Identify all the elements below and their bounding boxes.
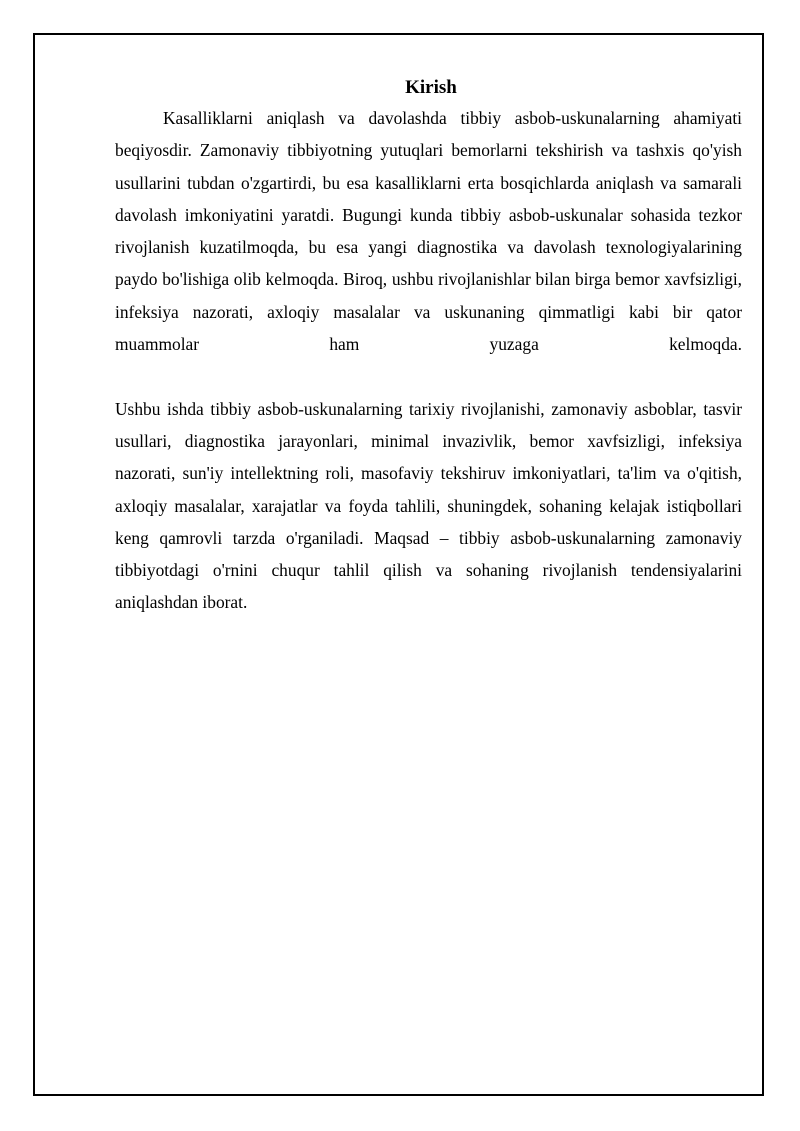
paragraph-intro: Kasalliklarni aniqlash va davolashda tibbiy asbob-uskunalarning ahamiyati beqiyosdir. Zamonaviy tibbiyotning yutuqlari bemorlarni tekshirish va tashxis qo'yish usullarini tubdan o'zgartirdi, bu esa kasalliklarni erta bosqichlarda aniqlash va samarali davolash imkoniyatini yaratdi. Bugungi kunda tibbiy asbob-uskunalar sohasida tezkor rivojlanish kuzatilmoqda, bu esa yangi diagnostika va davolash texnologiyalarining paydo bo'lishiga olib kelmoqda. Biroq, ushbu rivojlanishlar bilan birga bemor xavfsizligi, infeksiya nazorati, axloqiy masalalar va uskunaning qimmatligi kabi bir qator muammolar ham yuzaga kelmoqda. bbox=[115, 108, 742, 355]
document-body bbox=[115, 74, 742, 619]
paragraph-scope: Ushbu ishda tibbiy asbob-uskunalarning tarixiy rivojlanishi, zamonaviy asboblar, tasvir usullari, diagnostika jarayonlari, minimal invazivlik, bemor xavfsizligi, infeksiya nazorati, sun'iy intellektning roli, masofaviy tekshiruv imkoniyatlari, ta'lim va o'qitish, axloqiy masalalar, xarajatlar va foyda tahlili, shuningdek, sohaning kelajak istiqbollari keng qamrovli tarzda o'rganiladi. Maqsad – tibbiy asbob-uskunalarning zamonaviy tibbiyotdagi o'rnini chuqur tahlil qilish va sohaning rivojlanish tendensiyalarini aniqlashdan iborat. bbox=[115, 398, 742, 613]
paragraph-spacer bbox=[115, 360, 742, 392]
page-title: Kirish bbox=[405, 77, 457, 98]
